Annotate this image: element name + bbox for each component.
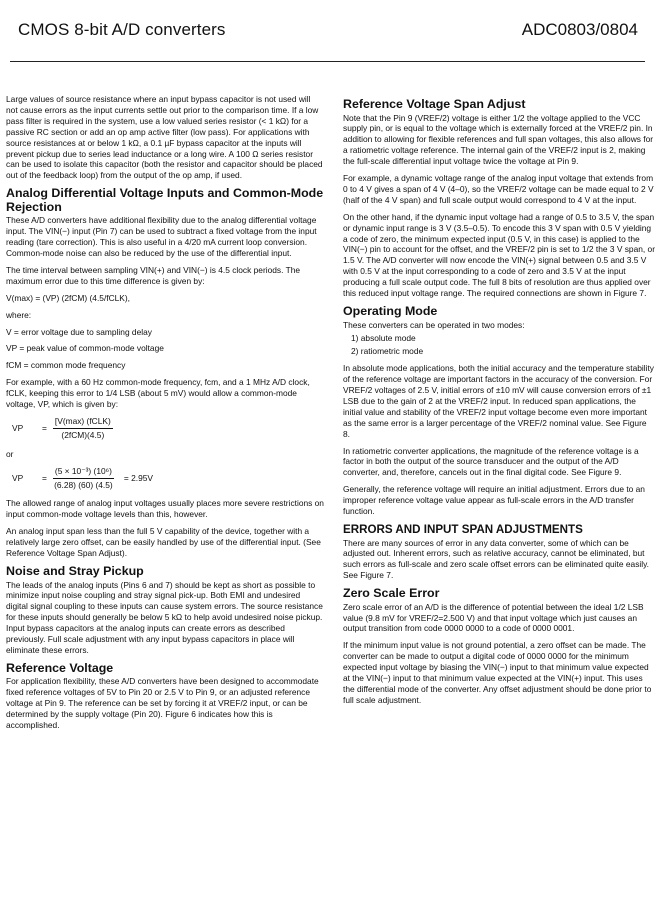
definition-fcm: fCM = common mode frequency bbox=[6, 360, 126, 371]
document-title: CMOS 8-bit A/D converters bbox=[18, 20, 226, 39]
range-paragraph: The allowed range of analog input voltages usually places more severe restrictions on input common-mode voltage levels than this, however. bbox=[6, 498, 324, 520]
intro-paragraph: Large values of source resistance where an input bypass capacitor is not used will not cause errors as the input currents settle out prior to the comparison time. If a low pass filter is required in the system, use a low valued series resistor (< 1 kΩ) for a passive RC section or add an op amp active filter (low pass). For applications with source resistances at or below 1 kΩ, a 0.1 µF bypass capacitor at the inputs will prevent pickup due to series lead inductance or a long wire. A 100 Ω series resistor can be used to isolate this capacitor (both the resistor and capacitor should be placed out of the feedback loop) from the output of the op amp, if used. bbox=[6, 94, 323, 181]
right-column bbox=[343, 94, 655, 712]
span-paragraph: An analog input span less than the full 5 V capability of the device, together with a relatively large zero offset, can be easily handled by use of the differential input. (See Reference Voltage Span Adjust). bbox=[6, 526, 321, 559]
heading-errors: ERRORS AND INPUT SPAN ADJUSTMENTS bbox=[343, 523, 583, 536]
zero-paragraph-1: Zero scale error of an A/D is the difference of potential between the ideal 1/2 LSB value (9.8 mV for VREF/2=2.500 V) and that input voltage which just causes an output transition from code 0000 0000 to a code of 0000 0001. bbox=[343, 601, 644, 634]
heading-span-adjust: Reference Voltage Span Adjust bbox=[343, 97, 526, 111]
where-label: where: bbox=[6, 309, 32, 320]
analog-paragraph-1: These A/D converters have additional flexibility due to the analog differential voltage input. The VIN(−) input (Pin 7) can be used to subtract a fixed voltage from the input reading (tare correction). This is also useful in a 4/20 mA current loop conversion. Common-mode noise can also be reduced by the use of the differential input. bbox=[6, 215, 317, 258]
list-item: 2) ratiometric mode bbox=[351, 346, 424, 357]
span-paragraph-1: Note that the Pin 9 (VREF/2) voltage is either 1/2 the voltage applied to the VCC supply pin, or is equal to the voltage which is externally forced at the VREF/2 pin. In addition to allowing for flexible references and full span voltages, this also allows for a ratiometric voltage reference. The internal gain of the VREF/2 input is 2, making the full-scale differential input voltage twice the voltage at Pin 9. bbox=[343, 112, 654, 167]
noise-paragraph: The leads of the analog inputs (Pins 6 and 7) should be kept as short as possible to minimize input noise coupling and stray signal pick-up. Both EMI and undesired digital signal coupling to these inputs can cause system errors. The source resistance for these inputs should generally be below 5 kΩ to help avoid undesired noise pickup. Input bypass capacitors at the analog inputs can create errors as described previously. Full scale adjustment with any input bypass capacitors in place will eliminate these errors. bbox=[6, 579, 323, 655]
equation-equals: = bbox=[42, 422, 47, 433]
page-header bbox=[0, 0, 655, 62]
list-item: 1) absolute mode bbox=[351, 333, 416, 344]
equation-fraction bbox=[53, 416, 113, 441]
part-number: ADC0803/0804 bbox=[521, 20, 638, 39]
heading-zero-scale: Zero Scale Error bbox=[343, 586, 440, 601]
absolute-mode-paragraph: In absolute mode applications, both the initial accuracy and the temperature stability of the reference voltage are important factors in the accuracy of the conversion. For VREF/2 voltages of 2.5 V, initial errors of ±10 mV will cause conversion errors of ±1 LSB due to the gain of 2 at the VREF/2 input. In reduced span applications, the initial value and stability of the VREF/2 input voltage become even more important as the same error is a larger percentage of the VREF/2 nominal value. See Figure 8. bbox=[343, 363, 654, 439]
fraction-numerator: [V(max) (fCLK) bbox=[53, 416, 113, 429]
fraction-denominator: (6.28) (60) (4.5) bbox=[54, 479, 113, 490]
analog-paragraph-2: The time interval between sampling VIN(+) and VIN(−) is 4.5 clock periods. The maximum error due to this time difference is given by: bbox=[6, 264, 301, 286]
equation-lhs: VP bbox=[12, 472, 24, 483]
span-paragraph-3: On the other hand, if the dynamic input voltage had a range of 0.5 to 3.5 V, the span or dynamic input range is 3 V (3.5–0.5). To encode this 3 V span with 0.5 V yielding a code of zero, the minimum expected input (0.5 V, in this case) is applied to the VIN(−) pin to account for the offset, and the VREF/2 pin is set to 1/2 the 3 V span, or 1.5 V. The A/D converter will now encode the VIN(+) signal between 0.5 and 3.5 V with 0.5 V at the input corresponding to a code of zero and 3.5 V at the input producing a full scale output code. The full 8 bits of resolution are thus applied over this reduced input voltage range. The required connections are shown in Figure 7. bbox=[343, 211, 655, 299]
zero-paragraph-2: If the minimum input value is not ground potential, a zero offset can be made. The converter can be made to output a digital code of 0000 0000 for the minimum expected input voltage by biasing the VIN(−) input to that minimum value expected at the VIN(−) input to that minimum value expected at the VIN(+) input. This uses the differential mode of the converter. Any offset adjustment should be done prior to full scale adjustment. bbox=[343, 640, 652, 705]
mode-intro: These converters can be operated in two modes: bbox=[343, 319, 525, 330]
mode-list bbox=[351, 333, 655, 357]
header-divider bbox=[10, 61, 645, 62]
equation-lhs: VP bbox=[12, 422, 24, 433]
definition-vp: VP = peak value of common-mode voltage bbox=[6, 343, 164, 354]
left-column bbox=[6, 94, 324, 737]
definition-v: V = error voltage due to sampling delay bbox=[6, 326, 152, 337]
heading-noise: Noise and Stray Pickup bbox=[6, 564, 144, 578]
heading-reference-voltage: Reference Voltage bbox=[6, 660, 114, 675]
span-paragraph-2: For example, a dynamic voltage range of the analog input voltage that extends from 0 to 4 V gives a span of 4 V (4–0), so the VREF/2 voltage can be made equal to 2 V (half of the 4 V span) and full scale output would correspond to 4 V at the input. bbox=[343, 173, 654, 205]
equation-equals: = bbox=[42, 472, 47, 483]
equation-vp-numeric bbox=[12, 466, 324, 491]
general-paragraph: Generally, the reference voltage will require an initial adjustment. Errors due to an improper reference voltage value appear as full-scale errors in the A/D transfer function. bbox=[343, 484, 645, 517]
fraction-denominator: (2fCM)(4.5) bbox=[61, 429, 105, 440]
or-label: or bbox=[6, 448, 14, 459]
equation-vp-general bbox=[12, 416, 324, 441]
heading-analog-inputs: Analog Differential Voltage Inputs and Common-Mode Rejection bbox=[6, 186, 324, 214]
example-paragraph: For example, with a 60 Hz common-mode frequency, fcm, and a 1 MHz A/D clock, fCLK, keeping this error to 1/4 LSB (about 5 mV) would allow a common-mode voltage, VP, which is given by: bbox=[6, 377, 310, 410]
errors-paragraph: There are many sources of error in any data converter, some of which can be adjusted out. Inherent errors, such as relative accuracy, cannot be eliminated, but such errors as full-scale and zero scale offset errors can be eliminated quite easily. See Figure 7. bbox=[343, 537, 649, 581]
reference-paragraph: For application flexibility, these A/D converters have been designed to accommodate fixed reference voltages of 5V to Pin 20 or 2.5 V to Pin 9, or an adjusted reference voltage at Pin 9. The reference can be set by forcing it at VREF/2 input, or can be determined by the supply voltage (Pin 20). Figure 6 indicates how this is accomplished. bbox=[6, 676, 319, 730]
ratiometric-paragraph: In ratiometric converter applications, the magnitude of the reference voltage is a factor in both the output of the source transducer and the output of the A/D converter, and, therefore, cancels out in the final digital code. See Figure 9. bbox=[343, 445, 639, 478]
equation-fraction bbox=[53, 466, 114, 491]
fraction-numerator: (5 × 10⁻³) (10⁶) bbox=[53, 466, 114, 479]
formula-vmax: V(max) = (VP) (2fCM) (4.5/fCLK), bbox=[6, 292, 131, 303]
heading-operating-mode: Operating Mode bbox=[343, 304, 438, 318]
equation-result: = 2.95V bbox=[123, 472, 153, 483]
